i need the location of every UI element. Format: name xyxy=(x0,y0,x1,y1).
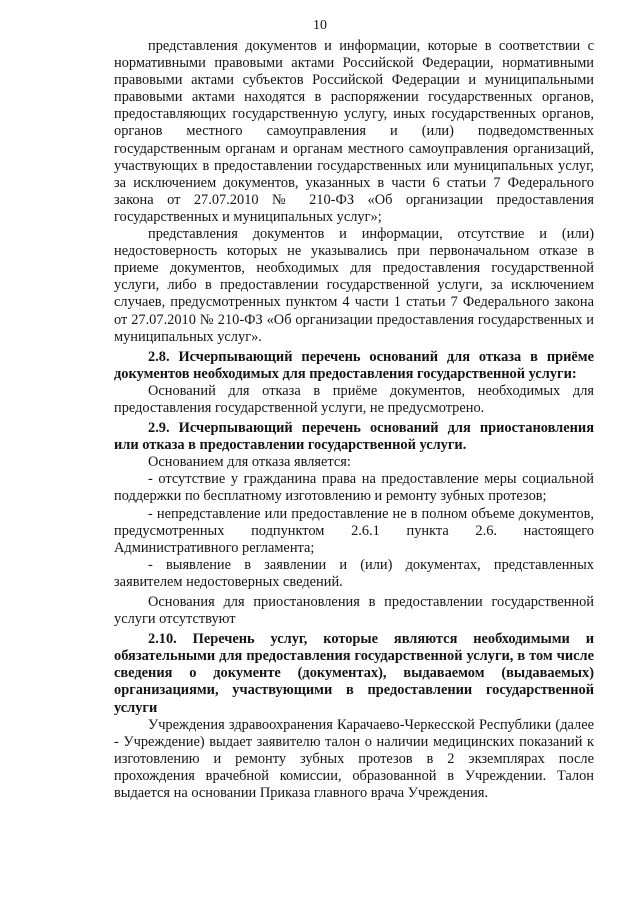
list-item-incomplete-documents: - непредставление или предоставление не в полном объеме документов, предусмотренных подпунктом 2.6.1 пункта 2.6. настоящего Административного регламента; xyxy=(114,505,594,556)
paragraph-no-refusal-grounds: Оснований для отказа в приёме документов, необходимых для предоставления государственной услуги, не предусмотрено. xyxy=(114,382,594,416)
page-number: 10 xyxy=(313,18,327,33)
paragraph-refusal-grounds-intro: Основанием для отказа является: xyxy=(148,454,351,471)
document-body xyxy=(114,38,594,802)
paragraph-documents-in-possession: представления документов и информации, которые в соответствии с нормативными правовыми актами Российской Федерации, нормативными правовыми актами субъектов Российской Федерации и муниципальными правовыми актами находятся в распоряжении государственных органов, предоставляющих государственную услугу, иных государственных органов, органов местного самоуправления и (или) подведомственных государственным органам и органам местного самоуправления организаций, участвующих в предоставлении государственных или муниципальных услуг, за исключением документов, указанных в части 6 статьи 7 Федерального закона от 27.07.2010 № 210-ФЗ «Об организации предоставления государственных и муниципальных услуг»; xyxy=(114,38,594,225)
list-item-no-right: - отсутствие у гражданина права на предоставление меры социальной поддержки по бесплатному изготовлению и ремонту зубных протезов; xyxy=(114,471,594,505)
paragraph-health-institution-coupon: Учреждения здравоохранения Карачаево-Черкесской Республики (далее - Учреждение) выдает заявителю талон о наличии медицинских показаний к изготовлению и ремонту зубных протезов в 2 экземплярах после прохождения врачебной комиссии, образованной в Учреждении. Талон выдается на основании Приказа главного врача Учреждения. xyxy=(114,716,594,802)
list-item-false-information: - выявление в заявлении и (или) документах, представленных заявителем недостоверных сведений. xyxy=(114,556,594,590)
paragraph-documents-unreliability: представления документов и информации, отсутствие и (или) недостоверность которых не указывались при первоначальном отказе в приеме документов, необходимых для предоставления государственной услуги, либо в предоставлении государственной услуги, за исключением случаев, предусмотренных пунктом 4 части 1 статьи 7 Федерального закона от 27.07.2010 № 210-ФЗ «Об организации предоставления государственных и муниципальных услуг». xyxy=(114,226,594,345)
paragraph-no-suspension-grounds: Основания для приостановления в предоставлении государственной услуги отсутствуют xyxy=(114,594,594,628)
section-heading-2-9: 2.9. Исчерпывающий перечень оснований для приостановления или отказа в предоставлении государственной услуги. xyxy=(114,420,594,454)
section-heading-2-10: 2.10. Перечень услуг, которые являются необходимыми и обязательными для предоставления государственной услуги, в том числе сведения о документе (документах), выдаваемом (выдаваемых) организациями, участвующими в предоставлении государственной услуги xyxy=(114,631,594,716)
section-heading-2-8: 2.8. Исчерпывающий перечень оснований для отказа в приёме документов необходимых для предоставления государственной услуги: xyxy=(114,348,594,382)
